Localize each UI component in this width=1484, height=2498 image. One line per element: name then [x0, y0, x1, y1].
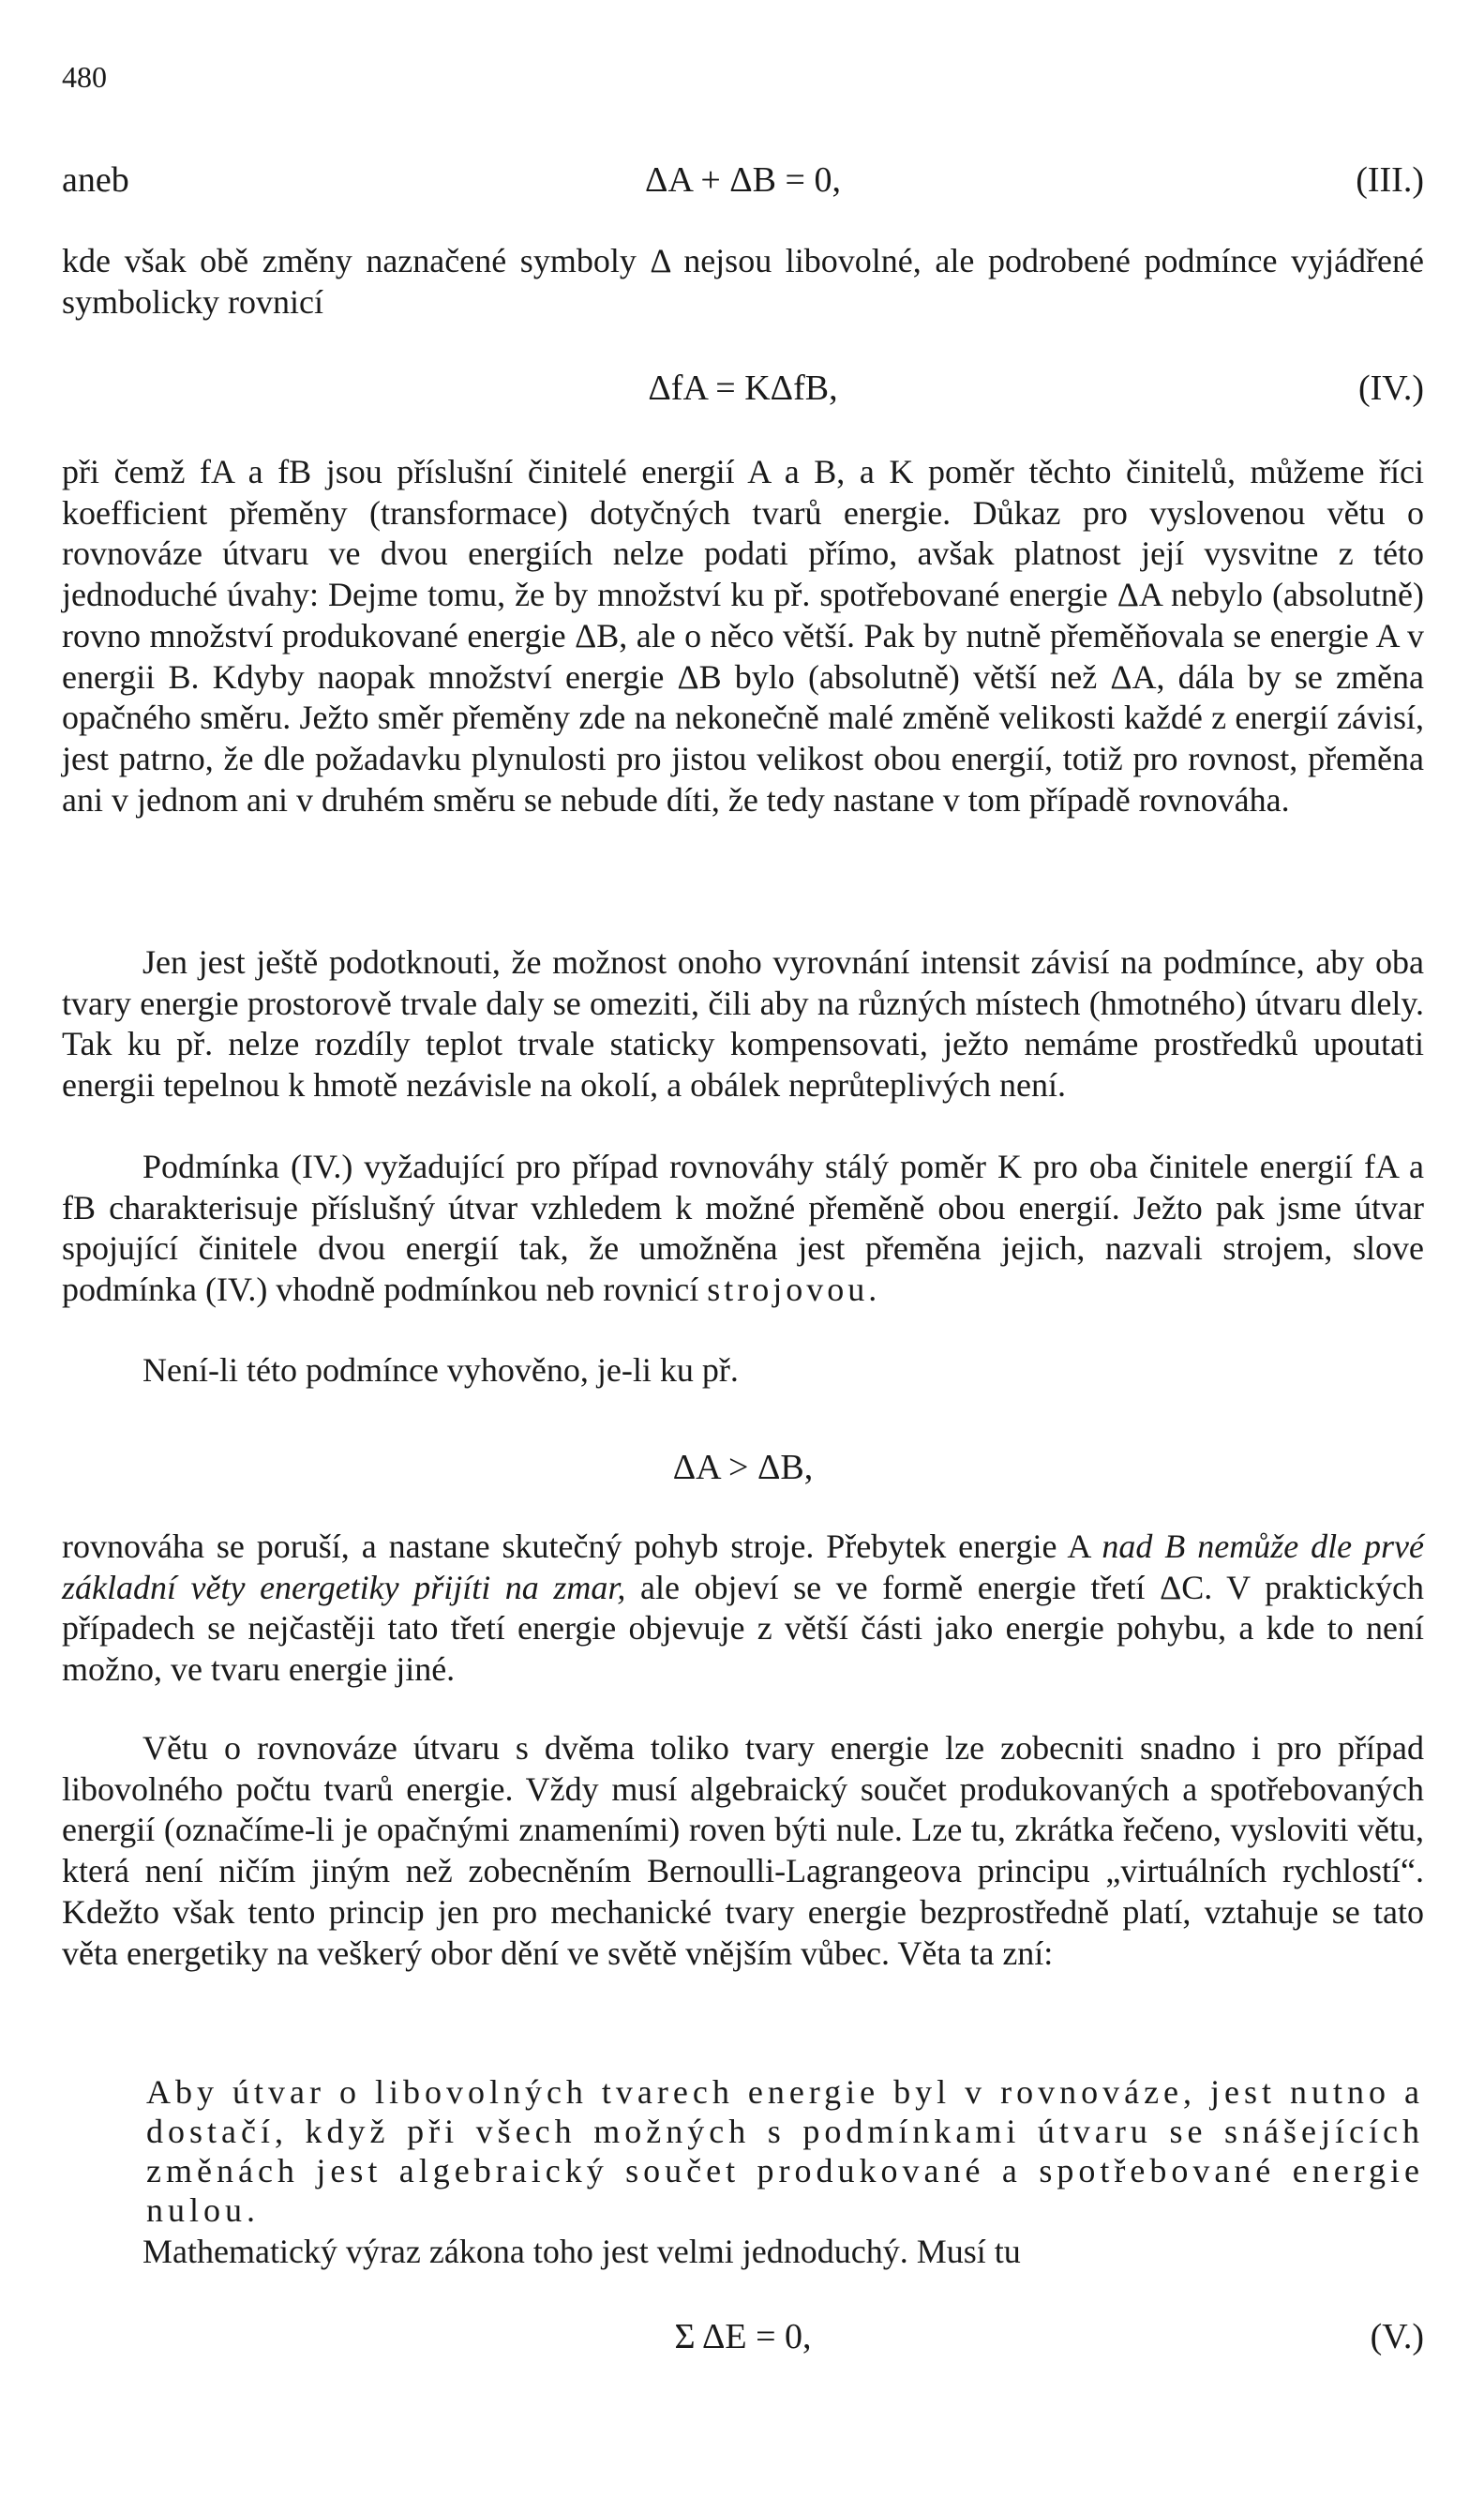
equation-formula: ΔfA = KΔfB,: [648, 369, 838, 408]
paragraph-8: Mathematický výraz zákona toho jest velmi jednoduchý. Musí tu: [142, 2233, 1021, 2270]
equation-formula: ΔA + ΔB = 0,: [645, 160, 841, 200]
italic-statement: nad B nemůže dle prvé základní věty energetiky přijíti na zmar,: [62, 1527, 1424, 1606]
paragraph-3: Jen jest ještě podotknouti, že možnost onoho vyrovnání intensit závisí na podmínce, aby oba tvary energie prostorově trvale daly se omeziti, čili aby na různých místech (hmotného) útvaru dlely. Tak ku př. nelze rozdíly teplot trvale staticky kompensovati, ježto nemáme prostředků upoutati energii tepelnou k hmotě nezávisle na okolí, a obálek neprůteplivých není.: [62, 943, 1424, 1105]
law-statement: Aby útvar o libovolných tvarech energie byl v rovnováze, jest nutno a dostačí, když při všech možných s podmínkami útvaru se snášejících změnách jest algebraický součet produkované a spotřebované energie nulou.: [146, 2073, 1424, 2229]
paragraph-4-text: Podmínka (IV.) vyžadující pro případ rovnováhy stálý poměr K pro oba činitele energií fA a fB charakterisuje příslušný útvar vzhledem k možné přeměně obou energií. Ježto pak jsme útvar spojující činitele dvou energií tak, že umožněna jest přeměna jejich, nazvali strojem, slove podmínka (IV.) vhodně podmínkou neb rovnicí: [62, 1148, 1424, 1309]
paragraph-6-text: rovnováha se poruší, a nastane skutečný pohyb stroje. Přebytek energie A: [62, 1527, 1090, 1565]
page-number: 480: [62, 60, 107, 94]
equation-number: (V.): [1370, 2317, 1424, 2356]
equation-v: [62, 2316, 1424, 2363]
emphasized-term: strojovou.: [707, 1271, 881, 1309]
equation-formula: Σ ΔE = 0,: [674, 2317, 812, 2356]
equation-iv: [62, 368, 1424, 414]
paragraph-4: [62, 1147, 1424, 1311]
equation-iii: [62, 159, 1424, 206]
paragraph-6: [62, 1527, 1424, 1691]
equation-number: (III.): [1356, 160, 1424, 200]
paragraph-6-text-end: ale objeví se ve formě energie třetí ΔC. V praktických případech se nejčastěji tato třetí energie objevuje z větší části jako energie pohybu, a kde to není možno, ve tvaru energie jiné.: [62, 1568, 1425, 1689]
equation-lead-word: aneb: [62, 160, 129, 200]
equation-inequality: [62, 1447, 1424, 1494]
paragraph-5: Není-li této podmínce vyhověno, je-li ku př.: [142, 1351, 739, 1389]
paragraph-7: Větu o rovnováze útvaru s dvěma toliko tvary energie lze zobecniti snadno i pro případ libovolného počtu tvarů energie. Vždy musí algebraický součet produkovaných a spotřebovaných energií (označíme-li je opačnými znameními) roven býti nule. Lze tu, zkrátka řečeno, vysloviti větu, která není ničím jiným než zobecněním Bernoulli-Lagrangeova principu „virtuálních rychlostí“. Kdežto však tento princip jen pro mechanické tvary energie bezprostředně platí, vztahuje se tato věta energetiky na veškerý obor dění ve světě vnějším vůbec. Věta ta zní:: [62, 1729, 1424, 1972]
equation-number: (IV.): [1357, 369, 1424, 408]
paragraph-1: kde však obě změny naznačené symboly Δ nejsou libovolné, ale podrobené podmínce vyjádřené symbolicky rovnicí: [62, 242, 1424, 321]
paragraph-2: při čemž fA a fB jsou příslušní činitelé energií A a B, a K poměr těchto činitelů, můžeme říci koefficient přeměny (transformace) dotyčných tvarů energie. Důkaz pro vyslovenou větu o rovnováze útvaru ve dvou energiích nelze podati přímo, avšak platnost její vysvitne z této jednoduché úvahy: Dejme tomu, že by množství ku př. spotřebované energie ΔA nebylo (absolutně) rovno množství produkované energie ΔB, ale o něco větší. Pak by nutně přeměňovala se energie A v energii B. Kdyby naopak množství energie ΔB bylo (absolutně) větší než ΔA, dála by se změna opačného směru. Ježto směr přeměny zde na nekonečně malé změně velikosti každé z energií závisí, jest patrno, že dle požadavku plynulosti pro jistou velikost obou energií, totiž pro rovnost, přeměna ani v jednom ani v druhém směru se nebude díti, že tedy nastane v tom případě rovnováha.: [62, 453, 1424, 819]
equation-formula: ΔA > ΔB,: [672, 1448, 814, 1487]
